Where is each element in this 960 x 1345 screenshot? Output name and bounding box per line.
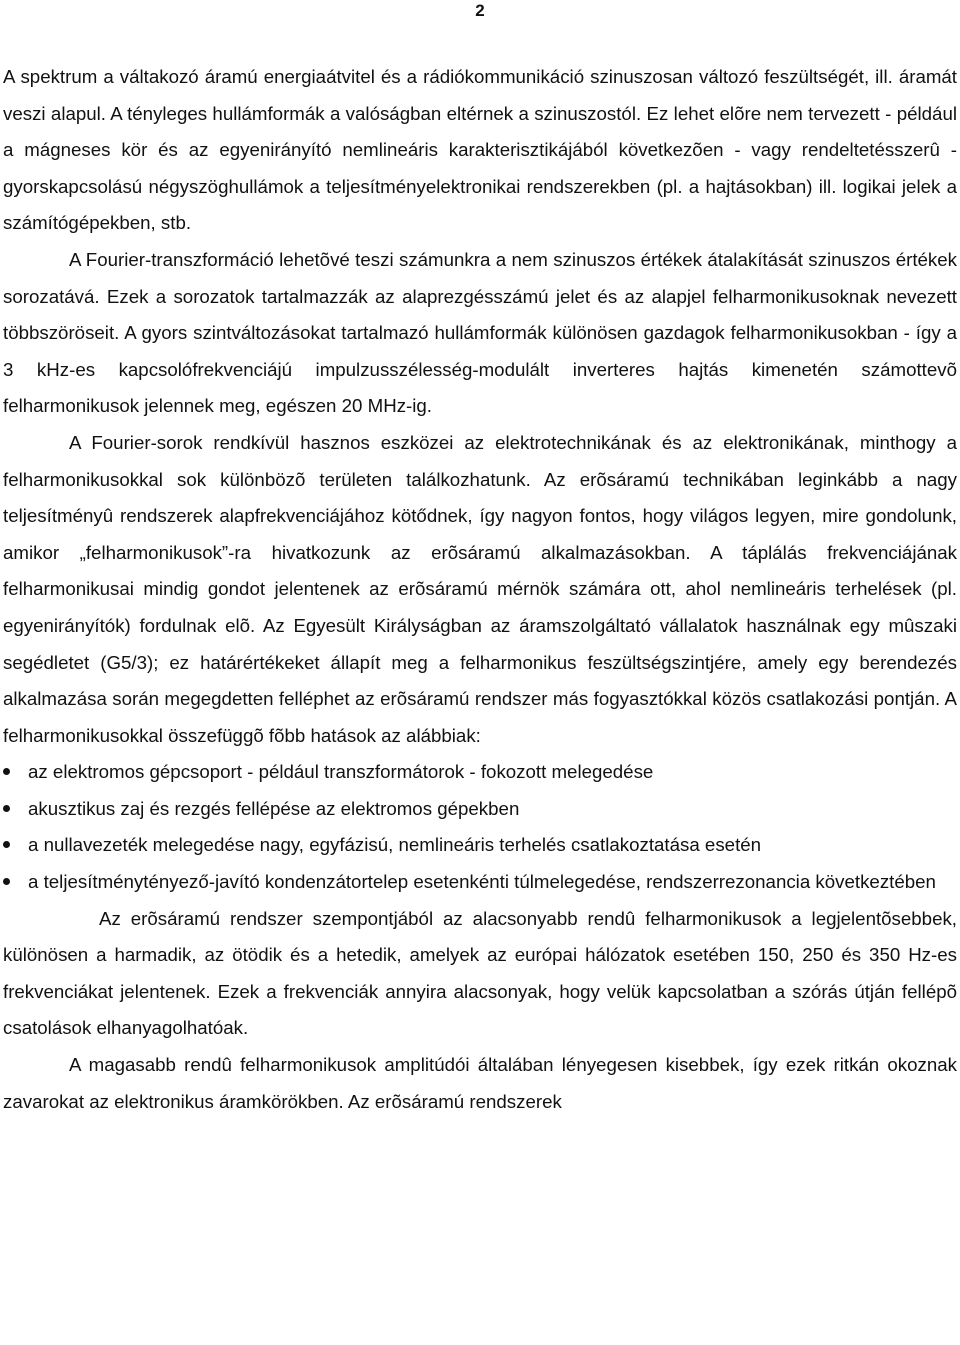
list-item <box>3 791 957 828</box>
list-item <box>3 864 957 901</box>
bullet-icon <box>3 805 10 812</box>
paragraph-low-order-harmonics: Az erõsáramú rendszer szempontjából az alacsonyabb rendû felharmonikusok a legjelentõsebbek, különösen a harmadik, az ötödik és a hetedik, amelyek az európai hálózatok esetében 150, 250 és 350 Hz-es frekvenciákat jelentenek. Ezek a frekvenciák annyira alacsonyak, hogy velük kapcsolatban a szórás útján fellépõ csatolások elhanyagolhatóak. <box>3 907 957 1039</box>
bullet-icon <box>3 878 10 885</box>
list-item-text: a nullavezeték melegedése nagy, egyfázisú, nemlineáris terhelés csatlakoztatása esetén <box>28 834 762 856</box>
body-text <box>3 59 957 1120</box>
paragraph-fourier-series: A Fourier-sorok rendkívül hasznos eszközei az elektrotechnikának és az elektronikának, minthogy a felharmonikusokkal sok különbözõ területen találkozhatunk. Az erõsáramú technikában leginkább a nagy teljesítményû rendszerek alapfrekvenciájához kötődnek, így nagyon fontos, hogy világos legyen, mire gondolunk, amikor „felharmonikusok”-ra hivatkozunk az erõsáramú alkalmazásokban. A táplálás frekvenciájának felharmonikusai mindig gondot jelentenek az erõsáramú mérnök számára ott, ahol nemlineáris terhelések (pl. egyenirányítók) fordulnak elõ. Az Egyesült Királyságban az áramszolgáltató vállalatok használnak egy mûszaki segédletet (G5/3); ez határértékeket állapít meg a felharmonikus feszültségszintjére, amely egy berendezés alkalmazása során megegdetten felléphet az erõsáramú rendszer más fogyasztókkal közös csatlakozási pontján. A felharmonikusokkal összefüggõ fõbb hatások az alábbiak: <box>3 431 957 746</box>
list-item-text: akusztikus zaj és rezgés fellépése az elektromos gépekben <box>28 797 520 819</box>
list-item <box>3 754 957 791</box>
list-item-text: az elektromos gépcsoport - például transzformátorok - fokozott melegedése <box>28 761 654 783</box>
list-item <box>3 827 957 864</box>
effects-list <box>3 754 957 900</box>
page-number: 2 <box>475 1 485 20</box>
list-item-text: a teljesítménytényező-javító kondenzátortelep esetenkénti túlmelegedése, rendszerrezonancia következtében <box>28 871 936 893</box>
paragraph-spectrum: A spektrum a váltakozó áramú energiaátvitel és a rádiókommunikáció szinuszosan változó feszültségét, ill. áramát veszi alapul. A tényleges hullámformák a valóságban eltérnek a szinuszostól. Ez lehet elõre nem tervezett - például a mágneses kör és az egyenirányító nemlineáris karakterisztikájából következõen - vagy rendeltetésszerû - gyorskapcsolású négyszöghullámok a teljesítményelektronikai rendszerekben (pl. a hajtásokban) ill. logikai jelek a számítógépekben, stb. <box>3 66 957 234</box>
bullet-icon <box>3 841 10 848</box>
paragraph-fourier-transform: A Fourier-transzformáció lehetõvé teszi számunkra a nem szinuszos értékek átalakítását szinuszos értékek sorozatává. Ezek a sorozatok tartalmazzák az alaprezgésszámú jelet és az alapjel felharmonikusoknak nevezett többszöröseit. A gyors szintváltozásokat tartalmazó hullámformák különösen gazdagok felharmonikusokban - így a 3 kHz-es kapcsolófrekvenciájú impulzusszélesség-modulált inverteres hajtás kimenetén számottevõ felharmonikusok jelennek meg, egészen 20 MHz-ig. <box>3 248 957 417</box>
bullet-icon <box>3 768 10 775</box>
paragraph-high-order-harmonics: A magasabb rendû felharmonikusok amplitúdói általában lényegesen kisebbek, így ezek ritkán okoznak zavarokat az elektronikus áramkörökben. Az erõsáramú rendszerek <box>3 1054 957 1112</box>
